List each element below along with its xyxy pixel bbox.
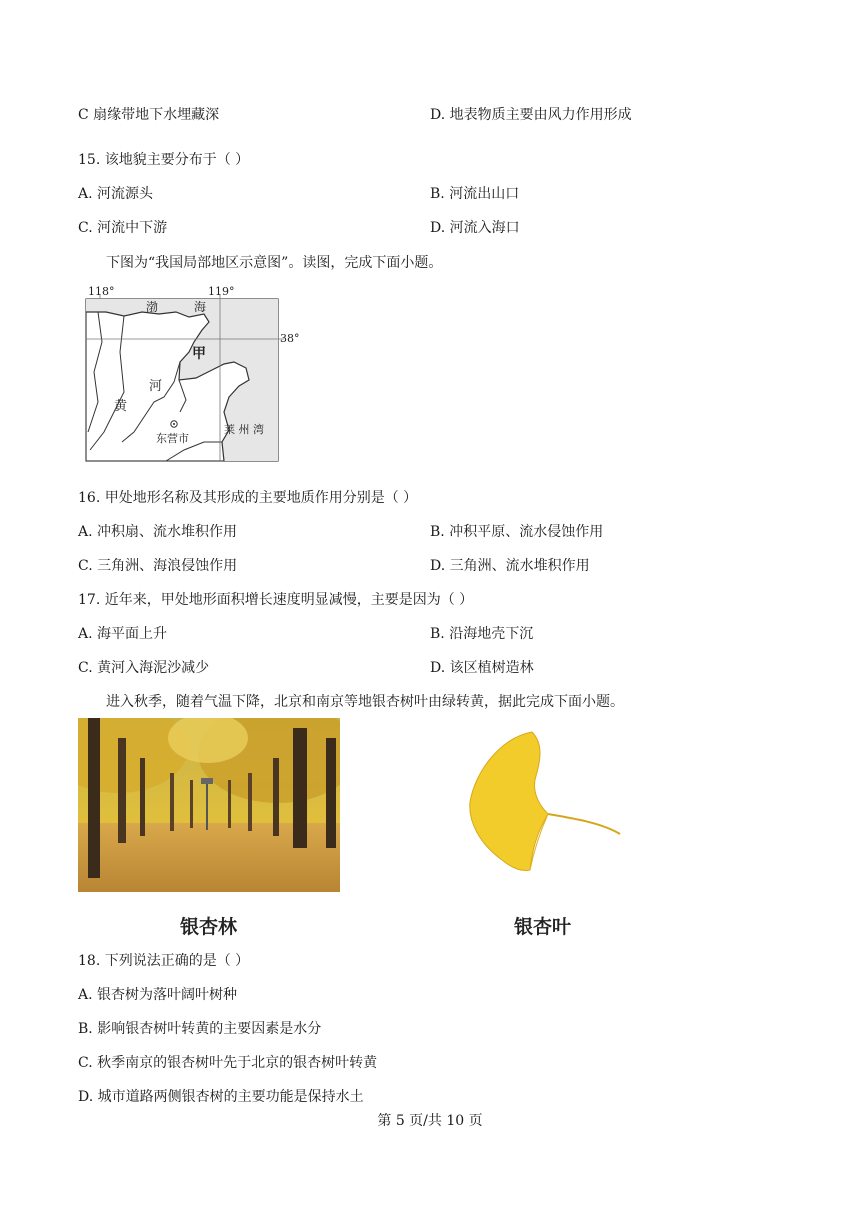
- he-label: 河: [149, 379, 163, 394]
- q16-option-b: B. 冲积平原、流水侵蚀作用: [430, 524, 604, 540]
- forest-caption: 银杏林: [180, 916, 238, 938]
- regional-map: [84, 282, 304, 466]
- bohai-label-1: 渤: [146, 300, 159, 314]
- ginkgo-intro: 进入秋季，随着气温下降，北京和南京等地银杏树叶由绿转黄，据此完成下面小题。: [106, 694, 624, 710]
- q16-option-d: D. 三角洲、流水堆积作用: [430, 558, 590, 574]
- q14-option-c: C 扇缘带地下水埋藏深: [78, 107, 220, 123]
- bohai-label-2: 海: [194, 300, 207, 314]
- q15-option-d: D. 河流入海口: [430, 220, 520, 236]
- ginkgo-leaf-photo: [440, 722, 670, 882]
- q18-option-d: D. 城市道路两侧银杏树的主要功能是保持水土: [78, 1089, 364, 1105]
- huang-label: 黄: [114, 399, 128, 414]
- q16-stem: 16. 甲处地形名称及其形成的主要地质作用分别是（ ）: [78, 490, 418, 506]
- q15-option-c: C. 河流中下游: [78, 220, 168, 236]
- q17-option-d: D. 该区植树造林: [430, 660, 534, 676]
- q15-option-a: A. 河流源头: [78, 186, 154, 202]
- q18-option-b: B. 影响银杏树叶转黄的主要因素是水分: [78, 1021, 322, 1037]
- q18-stem: 18. 下列说法正确的是（ ）: [78, 953, 250, 969]
- q18-option-c: C. 秋季南京的银杏树叶先于北京的银杏树叶转黄: [78, 1055, 378, 1071]
- q15-option-b: B. 河流出山口: [430, 186, 520, 202]
- q14-option-d: D. 地表物质主要由风力作用形成: [430, 107, 632, 123]
- page-footer: 第 5 页/共 10 页: [377, 1113, 483, 1129]
- dongying-label: 东营市: [156, 432, 189, 445]
- q16-option-c: C. 三角洲、海浪侵蚀作用: [78, 558, 238, 574]
- q15-stem: 15. 该地貌主要分布于（ ）: [78, 152, 250, 168]
- leaf-caption: 银杏叶: [514, 916, 572, 938]
- lon-119-label: 119°: [208, 285, 235, 298]
- laizhou-bay-label: 莱 州 湾: [224, 423, 264, 436]
- map-intro: 下图为“我国局部地区示意图”。读图，完成下面小题。: [106, 255, 443, 271]
- lat-38-label: 38°: [280, 332, 300, 345]
- q17-option-c: C. 黄河入海泥沙减少: [78, 660, 210, 676]
- q17-option-a: A. 海平面上升: [78, 626, 168, 642]
- ginkgo-forest-photo: [78, 718, 340, 892]
- q18-option-a: A. 银杏树为落叶阔叶树种: [78, 987, 238, 1003]
- q17-option-b: B. 沿海地壳下沉: [430, 626, 534, 642]
- lon-118-label: 118°: [88, 285, 115, 298]
- q16-option-a: A. 冲积扇、流水堆积作用: [78, 524, 238, 540]
- jia-label: 甲: [192, 346, 206, 362]
- q17-stem: 17. 近年来，甲处地形面积增长速度明显减慢，主要是因为（ ）: [78, 592, 474, 608]
